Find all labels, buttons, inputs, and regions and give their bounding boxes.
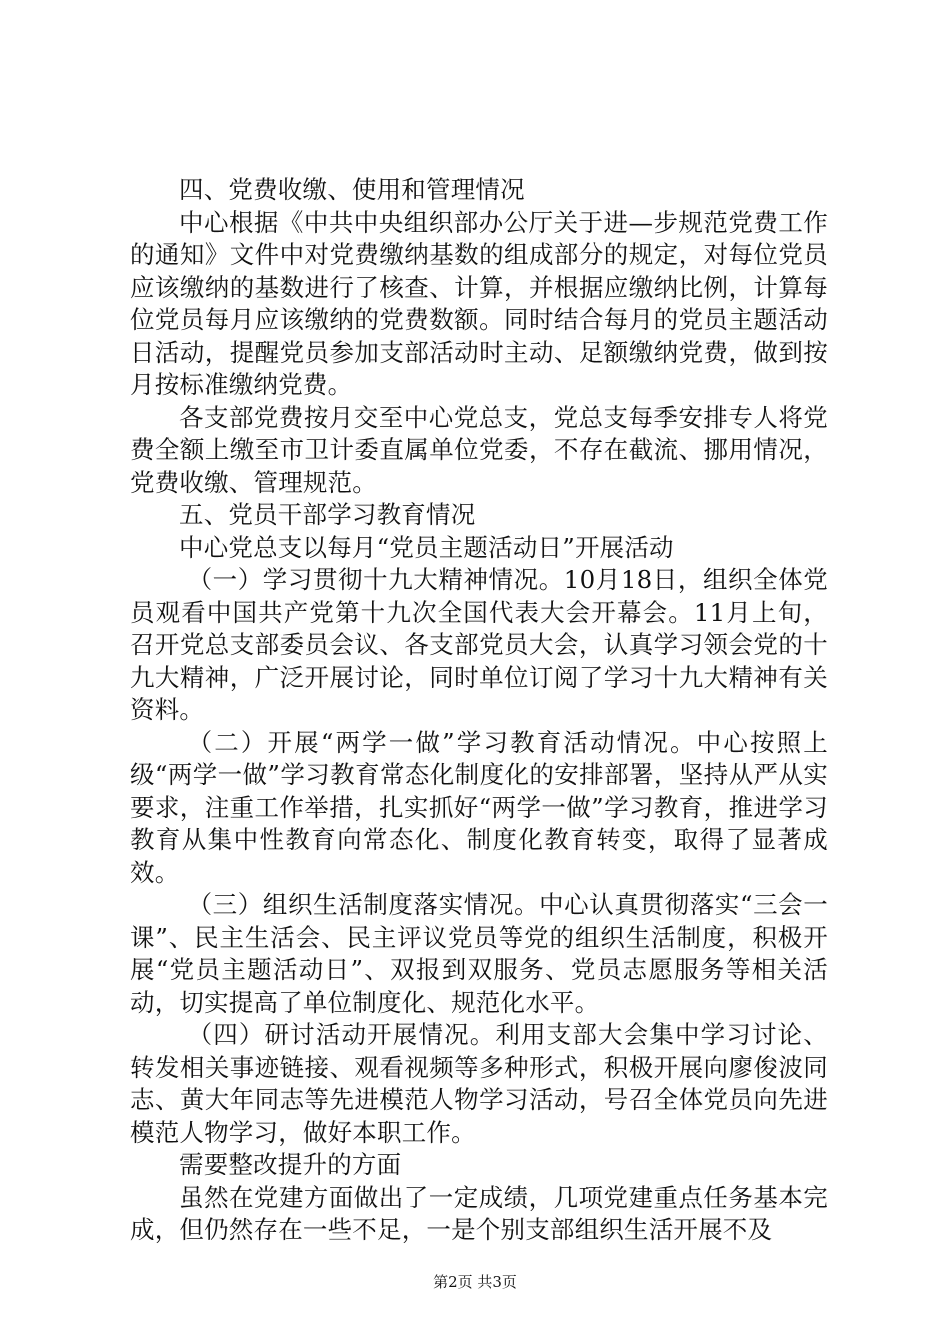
paragraph-item-four: （四）研讨活动开展情况。利用支部大会集中学习讨论、转发相关事迹链接、观看视频等多种形式，积极开展向廖俊波同志、黄大年同志等先进模范人物学习活动，号召全体党员向先进模范人物学习，做好本职工作。 bbox=[130, 1020, 828, 1147]
paragraph-dues-calculation: 中心根据《中共中央组织部办公厅关于进—步规范党费工作的通知》文件中对党费缴纳基数的组成部分的规定，对每位党员应该缴纳的基数进行了核查、计算，并根据应缴纳比例，计算每位党员每月应该缴纳的党费数额。同时结合每月的党员主题活动日活动，提醒党员参加支部活动时主动、足额缴纳党费，做到按月按标准缴纳党费。 bbox=[130, 207, 828, 399]
paragraph-item-one: （一）学习贯彻十九大精神情况。10月18日，组织全体党员观看中国共产党第十九次全国代表大会开幕会。11月上旬，召开党总支部委员会议、各支部党员大会，认真学习领会党的十九大精神，广泛开展讨论，同时单位订阅了学习十九大精神有关资料。 bbox=[130, 565, 828, 724]
page-number-label: 第2页 共3页 bbox=[433, 1273, 517, 1291]
paragraph-shortcomings: 虽然在党建方面做出了一定成绩，几项党建重点任务基本完成，但仍然存在一些不足，一是个别支部组织生活开展不及 bbox=[130, 1182, 828, 1244]
page-footer bbox=[0, 1272, 950, 1292]
paragraph-item-three: （三）组织生活制度落实情况。中心认真贯彻落实“三会一课”、民主生活会、民主评议党员等党的组织生活制度，积极开展“党员主题活动日”、双报到双服务、党员志愿服务等相关活动，切实提高了单位制度化、规范化水平。 bbox=[130, 890, 828, 1017]
paragraph-dues-submission: 各支部党费按月交至中心党总支，党总支每季安排专人将党费全额上缴至市卫计委直属单位党委，不存在截流、挪用情况，党费收缴、管理规范。 bbox=[130, 402, 828, 497]
paragraph-theme-day: 中心党总支以每月“党员主题活动日”开展活动 bbox=[179, 532, 674, 562]
section-heading-party-dues: 四、党费收缴、使用和管理情况 bbox=[179, 175, 525, 204]
section-heading-study-education: 五、党员干部学习教育情况 bbox=[179, 500, 476, 529]
document-body bbox=[130, 174, 828, 1247]
section-heading-improvement: 需要整改提升的方面 bbox=[179, 1150, 402, 1179]
paragraph-item-two: （二）开展“两学一做”学习教育活动情况。中心按照上级“两学一做”学习教育常态化制度化的安排部署，坚持从严从实要求，注重工作举措，扎实抓好“两学一做”学习教育，推进学习教育从集中性教育向常态化、制度化教育转变，取得了显著成效。 bbox=[130, 727, 828, 887]
